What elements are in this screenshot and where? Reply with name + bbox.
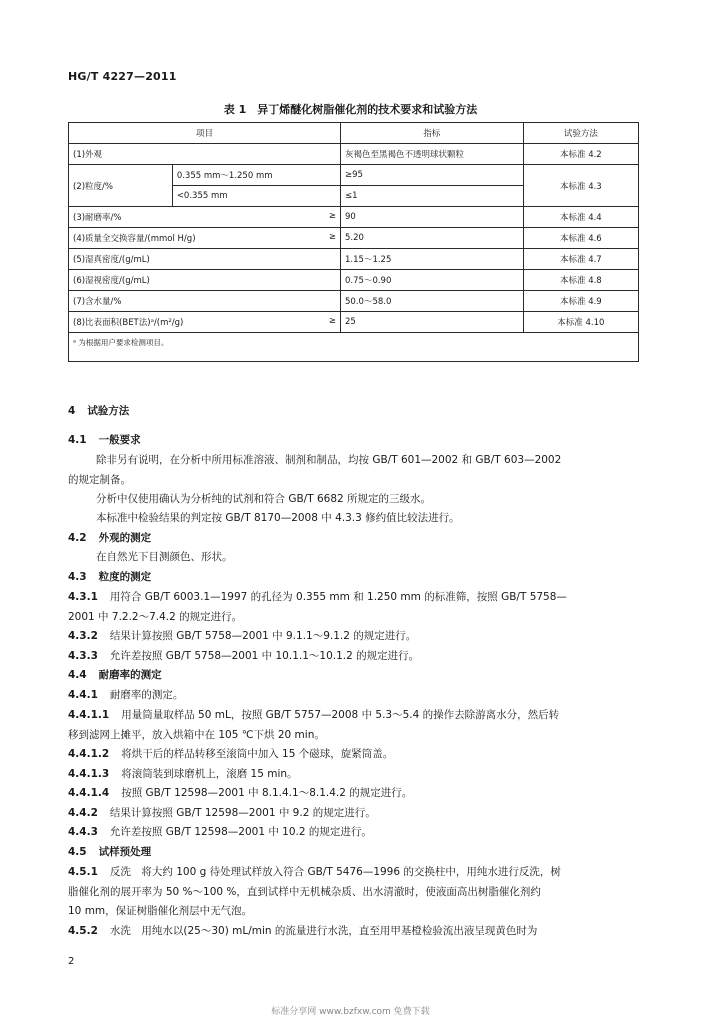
paragraph: [68, 766, 642, 781]
clause-number: 4.4.1.3: [68, 768, 110, 780]
clause-number: 4.4.1.2: [68, 748, 110, 760]
paragraph: 的规定制备。: [68, 474, 131, 486]
header-method: 试验方法: [523, 123, 638, 144]
table-header-row: [69, 123, 639, 144]
row-ge-symbol: ≥: [328, 232, 337, 242]
row-method: 本标准 4.4: [523, 207, 638, 228]
section-title: 外观的测定: [98, 532, 152, 544]
row-value: ≥95: [341, 165, 524, 186]
clause-number: 4.5.1: [68, 866, 98, 878]
row-method: 本标准 4.10: [523, 312, 638, 333]
clause-text: 用量筒量取样品 50 mL，按照 GB/T 5757—2008 中 5.3～5.4 的操作去除游离水分，然后转: [121, 709, 560, 721]
document-code-header: HG/T 4227—2011: [68, 70, 177, 83]
paragraph: [68, 864, 642, 879]
section-title: 一般要求: [98, 434, 141, 446]
clause-text: 将滚筒装到球磨机上，滚磨 15 min。: [121, 768, 298, 780]
section-number: 4.5: [68, 846, 87, 858]
table-caption: 表 1 异丁烯醚化树脂催化剂的技术要求和试验方法: [223, 103, 478, 116]
section-title: 试样预处理: [98, 846, 152, 858]
clause-text: 允许差按照 GB/T 12598—2001 中 10.2 的规定进行。: [109, 826, 372, 838]
paragraph: 2001 中 7.2.2～7.4.2 的规定进行。: [68, 611, 243, 623]
paragraph: [68, 687, 642, 702]
spec-table: [68, 122, 639, 362]
clause-number: 4.4.1.1: [68, 709, 110, 721]
header-indicator: 指标: [341, 123, 524, 144]
clause-number: 4.5.2: [68, 925, 98, 937]
row-item: [69, 207, 341, 228]
row-item: (7)含水量/%: [69, 291, 341, 312]
section-title: 粒度的测定: [98, 571, 152, 583]
row-value: 90: [341, 207, 524, 228]
section-number: 4.2: [68, 532, 87, 544]
clause-number: 4.4.2: [68, 807, 98, 819]
paragraph: 脂催化剂的展开率为 50 %～100 %，直到试样中无机械杂质、出水清澈时，使液面高出树脂催化剂约: [68, 886, 541, 898]
section-4-1-heading: [68, 432, 642, 447]
section-title: 耐磨率的测定: [98, 669, 162, 681]
table-footnote: ᵃ 为根据用户要求检测项目。: [69, 333, 639, 362]
section-number: 4.1: [68, 434, 87, 446]
row-subitem: 0.355 mm～1.250 mm: [172, 165, 340, 186]
row-item: [69, 312, 341, 333]
table-row: [69, 165, 639, 186]
section-number: 4: [68, 405, 76, 417]
paragraph: [68, 923, 642, 938]
row-method: 本标准 4.6: [523, 228, 638, 249]
clause-text: 用符合 GB/T 6003.1—1997 的孔径为 0.355 mm 和 1.250 mm 的标准筛，按照 GB/T 5758—: [109, 591, 567, 603]
row-item: (2)粒度/%: [69, 165, 173, 207]
table-row: [69, 207, 639, 228]
row-method: 本标准 4.9: [523, 291, 638, 312]
row-value: 50.0～58.0: [341, 291, 524, 312]
row-value: 灰褐色至黑褐色不透明球状颗粒: [341, 144, 524, 165]
paragraph: [68, 628, 642, 643]
paragraph: [68, 589, 642, 604]
row-item-label: (4)质量全交换容量/(mmol H/g): [73, 234, 196, 244]
table-row: [69, 291, 639, 312]
paragraph: 在自然光下目测颜色、形状。: [96, 551, 233, 563]
table-note-row: [69, 333, 639, 362]
page-number: 2: [68, 956, 75, 967]
row-method: 本标准 4.8: [523, 270, 638, 291]
clause-text: 结果计算按照 GB/T 12598—2001 中 9.2 的规定进行。: [109, 807, 376, 819]
row-item-label: (3)耐磨率/%: [73, 213, 122, 223]
section-4-heading: [68, 403, 642, 418]
row-item-label: (8)比表面积(BET法)ᵃ/(m²/g): [73, 318, 184, 328]
clause-text: 反洗 将大约 100 g 待处理试样放入符合 GB/T 5476—1996 的交换柱中，用纯水进行反洗，树: [109, 866, 561, 878]
section-4-3-heading: [68, 569, 642, 584]
paragraph: [68, 824, 642, 839]
clause-text: 按照 GB/T 12598—2001 中 8.1.4.1～8.1.4.2 的规定进行。: [121, 787, 413, 799]
paragraph: 本标准中检验结果的判定按 GB/T 8170—2008 中 4.3.3 修约值比较法进行。: [96, 512, 460, 524]
clause-text: 将烘干后的样品转移至滚筒中加入 15 个磁球，旋紧筒盖。: [121, 748, 394, 760]
clause-number: 4.3.2: [68, 630, 98, 642]
row-value: 1.15～1.25: [341, 249, 524, 270]
row-method: 本标准 4.3: [523, 165, 638, 207]
row-method: 本标准 4.2: [523, 144, 638, 165]
section-4-5-heading: [68, 844, 642, 859]
table-row: [69, 312, 639, 333]
clause-text: 耐磨率的测定。: [109, 689, 184, 701]
section-4-4-heading: [68, 667, 642, 682]
paragraph: 分析中仅使用确认为分析纯的试剂和符合 GB/T 6682 所规定的三级水。: [96, 493, 432, 505]
clause-text: 水洗 用纯水以(25～30) mL/min 的流量进行水洗，直至用甲基橙检验流出液呈现黄色时为: [109, 925, 538, 937]
row-value: 25: [341, 312, 524, 333]
clause-number: 4.4.1: [68, 689, 98, 701]
paragraph: [68, 785, 642, 800]
clause-number: 4.3.3: [68, 650, 98, 662]
clause-number: 4.4.1.4: [68, 787, 110, 799]
table-row: [69, 228, 639, 249]
footer-watermark: 标准分享网 www.bzfxw.com 免费下载: [271, 1007, 430, 1017]
paragraph: [68, 648, 642, 663]
row-ge-symbol: ≥: [328, 211, 337, 221]
row-item: (5)湿真密度/(g/mL): [69, 249, 341, 270]
paragraph: [68, 707, 642, 722]
section-number: 4.4: [68, 669, 87, 681]
row-item: (1)外观: [69, 144, 341, 165]
paragraph: 除非另有说明，在分析中所用标准溶液、制剂和制品，均按 GB/T 601—2002 和 GB/T 603—2002: [96, 454, 562, 466]
clause-number: 4.4.3: [68, 826, 98, 838]
row-ge-symbol: ≥: [328, 316, 337, 326]
row-value: ≤1: [341, 186, 524, 207]
section-number: 4.3: [68, 571, 87, 583]
row-method: 本标准 4.7: [523, 249, 638, 270]
clause-text: 结果计算按照 GB/T 5758—2001 中 9.1.1～9.1.2 的规定进行。: [109, 630, 417, 642]
paragraph: 10 mm，保证树脂催化剂层中无气泡。: [68, 905, 253, 917]
clause-text: 允许差按照 GB/T 5758—2001 中 10.1.1～10.1.2 的规定进行。: [109, 650, 420, 662]
clause-number: 4.3.1: [68, 591, 98, 603]
section-title: 试验方法: [87, 405, 130, 417]
paragraph: 移到滤网上摊平，放入烘箱中在 105 ℃下烘 20 min。: [68, 729, 325, 741]
row-subitem: <0.355 mm: [172, 186, 340, 207]
header-item: 项目: [69, 123, 341, 144]
row-item: [69, 228, 341, 249]
row-item: (6)湿视密度/(g/mL): [69, 270, 341, 291]
table-row: [69, 144, 639, 165]
table-row: [69, 249, 639, 270]
paragraph: [68, 746, 642, 761]
row-value: 0.75～0.90: [341, 270, 524, 291]
table-row: [69, 270, 639, 291]
paragraph: [68, 805, 642, 820]
row-value: 5.20: [341, 228, 524, 249]
section-4-2-heading: [68, 530, 642, 545]
